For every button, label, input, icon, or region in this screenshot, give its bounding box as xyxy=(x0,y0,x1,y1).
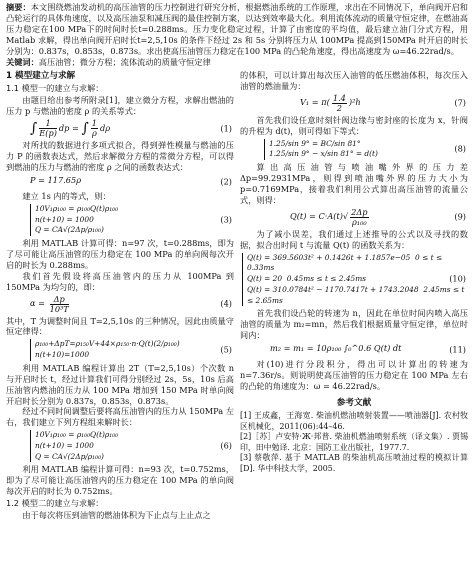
reference-item: [2]［苏］卢安特·Ж·邦普. 柴油机燃油喷射系统（译文集）. 贾锡印，田中勉译. 北京：国防工业出版社，1977.7. xyxy=(240,432,468,452)
paragraph: 对所找的数据进行多项式拟合，得到弹性模量与燃油的压力 P 的函数表达式，然后求解微分方程的常微分方程，可以得到燃油的压力与燃油的密度 ρ 之间的函数表达式： xyxy=(6,140,234,172)
paragraph: 首先我们设任意时刻针阀边缘与密封座的长度为 x，针阀的升程为 d(t)，则可得如下等式： xyxy=(240,114,468,136)
equation-8 xyxy=(240,139,468,160)
left-column xyxy=(6,70,234,521)
equation-11 xyxy=(240,343,468,357)
abstract-label: 摘要： xyxy=(6,2,31,12)
right-column xyxy=(240,70,468,474)
system-condition: 2.45ms ≤ t ≤ 2.65ms xyxy=(247,284,465,305)
equation-6 xyxy=(6,430,234,462)
paragraph: 由题目给出参考所附录[1]，建立微分方程，求解出燃油的压力 p 与燃油的密度 ρ 的关系等式： xyxy=(6,95,234,117)
equation-number: (2) xyxy=(220,176,232,187)
equation-number: (9) xyxy=(454,211,466,222)
equation-10 xyxy=(240,253,468,307)
system-line: n(t+10) = 1000 xyxy=(35,214,94,224)
keywords-text: 高压油管；微分方程；流体流动的质量守恒定律 xyxy=(38,56,211,67)
references-title: 参考文献 xyxy=(336,397,372,408)
paragraph: 建立 1s 内的等式，则： xyxy=(22,190,111,201)
paragraph: 为了减小误差，我们通过上述推导的公式以及寻找的数据，拟合出时间 t 与流量 Q(t) 的函数关系为： xyxy=(240,228,468,250)
paragraph: 算出高压油管与喷油嘴外界的压力差 Δp=99.2931MPa，则得到喷油嘴外界的压力大小为 p=0.7169MPa，接着我们利用公式算出高压油管的流量公式，则得： xyxy=(240,162,468,205)
paragraph: 利用 MATLAB 编程计算可得：n=93 次，t=0.752ms，即为了尽可能让高压油管内的压力稳定在 100 MPa 的单向阀每次开启的时长为 0.752ms。 xyxy=(6,464,234,497)
paragraph: 首先我们设凸轮的转速为 n，因此在单位时间内喷入高压油管的质量为 m₂=mn，然后我们根据质量守恒定律，单位时间内： xyxy=(240,308,468,341)
equation-number: (7) xyxy=(454,97,466,108)
abstract-text: 本文围绕燃油发动机的高压油管的压力控制进行研究分析，根据燃油系统的工作原理，求出在不同情况下，单向阀开启和凸轮运行的具体角速度，以及高压油泵和减压阀的最佳控制方案，以达到效率最大化。利用流体流动的质量守恒定律，在燃油高压力稳定在100 MPa下的时间时长t=0.288ms。压力变化稳定过程，计算了由密度的平均值，最后建立油门分式方程，用 Matlab 求解，得出单向阀开启时长t=2,5,10s 的条件下经过 2s 和 5s 分别将压力从 100MPa 提高到150MPa 时开启的时长分别为：0.837s，0.853s，0.873s。求出使高压油管压力稳定在100 MPa 的凸轮角速度，得出高速度为 ω=46.22rad/s。 xyxy=(6,2,468,56)
keywords-label: 关键词： xyxy=(6,56,39,67)
equation-text: m₂ = m₁ = 10ρ₁₀₀ ∫₀^0.6 Q(t) dt xyxy=(270,342,402,353)
equation-text: P = 117.65ρ xyxy=(30,174,82,185)
equation-system xyxy=(30,204,118,236)
equation-number: (11) xyxy=(449,344,466,355)
equation-number: (10) xyxy=(449,273,466,284)
system-line: 10V₁ρ₁₀₀ = ρ₁₀₀Q(t)ρ₁₀₀ xyxy=(35,203,119,213)
equation-1: ∫ $\frac{1}{E(p)}$ dp = ∫ $\frac{1}{\rho}$ dρ (1) xyxy=(30,118,232,139)
equation-7: V₁ = π( $\frac{1.4}{2}$ )²h (7) xyxy=(300,92,466,113)
paragraph: 对(10)进行分段积分，得出可以计算出的转速为 n=7.36r/s。则说明使高压油管的压力稳定在 100 MPa 左右的凸轮的角速度为：ω = 46.22rad/s。 xyxy=(240,358,468,391)
abstract-block xyxy=(6,2,468,67)
paragraph: 的体积，可以计算出每次压入油管的低压燃油体积，每次压入油管的燃油量为： xyxy=(240,70,468,91)
system-line: Q(t) = 310.0784t² − 1170.7417t + 1743.2048 xyxy=(247,284,419,294)
reference-item: [3] 蔡敬萍. 基于 MATLAB 的柴油机高压喷油过程的模拟计算[D]. 华中科技大学，2005. xyxy=(240,453,468,473)
paragraph: 其中，T 为调整时间且 T=2,5,10s 的三种情况，因此由质量守恒定律得： xyxy=(6,315,234,337)
equation-3 xyxy=(6,204,234,236)
equation-number: (3) xyxy=(220,214,232,225)
equation-system xyxy=(30,339,180,360)
system-line: n(t+10) = 1000 xyxy=(35,441,94,451)
paragraph: 由于每次将压到油管的燃油体积为下止点与上止点之 xyxy=(22,510,211,521)
section-heading-1: 1 模型建立与求解 xyxy=(6,71,76,81)
system-line: Q = CA√(2Δp/ρ₁₀₀) xyxy=(35,451,104,461)
equation-2 xyxy=(6,175,234,189)
paragraph: 利用 MATLAB 计算可得：n=97 次，t=0.288ms，即为了尽可能让高压油管的压力稳定在 100 MPa 的单向阀每次开启的时长为 0.288ms。 xyxy=(6,238,234,270)
subsection-heading-1-1: 1.1 模型一的建立与求解： xyxy=(6,83,104,94)
system-line: n(t+10)=1000 xyxy=(35,350,90,360)
references xyxy=(240,398,468,474)
system-line: 1.25/sin 9° − x/sin 81° = d(t) xyxy=(269,149,378,159)
system-line: ρ₁₀₀+ΔpT=ρ₁₅₀V+44×ρ₁₅₀·n·Q(t)(2/ρ₁₀₀) xyxy=(35,339,180,349)
equation-number: (1) xyxy=(220,123,232,134)
equation-5 xyxy=(6,339,234,360)
equation-4: α = $\frac{\Delta p}{\text{10³T}}$ (4) xyxy=(30,293,232,314)
equation-system xyxy=(30,430,118,462)
equation-system xyxy=(264,139,378,160)
equation-9: Q(t) = C·A(t)√ $\frac{2\Delta p}{\text{ρ₁₀₀}}$ (9) xyxy=(290,206,466,227)
system-condition: 0.45ms ≤ t ≤ 2.45ms xyxy=(286,274,367,284)
equation-number: (5) xyxy=(220,344,232,355)
paragraph: 我们首先假设将高压油管内的压力从 100MPa 到 150MPa 为均匀的，即： xyxy=(6,270,234,292)
system-condition: 0 ≤ t ≤ 0.33ms xyxy=(247,252,443,273)
equation-system xyxy=(242,253,470,307)
system-line: Q = CA√(2Δp/ρ₁₀₀) xyxy=(35,225,104,235)
equation-number: (4) xyxy=(220,298,232,309)
reference-item: [1] 王成鑫，王海宽. 柴油机燃油喷射装置——喷油器[J]. 农村牧区机械化，2011(06):44–46. xyxy=(240,411,468,431)
equation-number: (6) xyxy=(220,440,232,451)
system-line: Q(t) = 20 xyxy=(247,274,283,284)
subsection-heading-1-2: 1.2 模型二的建立与求解： xyxy=(6,498,104,509)
paragraph: 利用 MATLAB 编程计算出 2T（T=2,5,10s）个次数 n 与开启时长 t，经过计算我们可得分别经过 2s，5s，10s 后高压油管内燃油的压力从 100 MPa 增加到 150 MPa 时单向阀开启时长分别为 0.837s，0.853s，0.873s。 xyxy=(6,362,234,406)
system-line: Q(t) = 369.5603t² + 0.1426t + 1.1857e−05 xyxy=(247,252,411,262)
system-line: 10V₁ρ₁₀₀ = ρ₁₀₀Q(t)ρ₁₀₀ xyxy=(35,430,119,440)
equation-number: (8) xyxy=(454,143,466,154)
system-line: 1.25/sin 9° = BC/sin 81° xyxy=(269,138,361,148)
paragraph: 经过不同时间调整后要将高压油管内的压力从 150MPa 左右，我们建立下列方程组来解时长： xyxy=(6,406,234,428)
